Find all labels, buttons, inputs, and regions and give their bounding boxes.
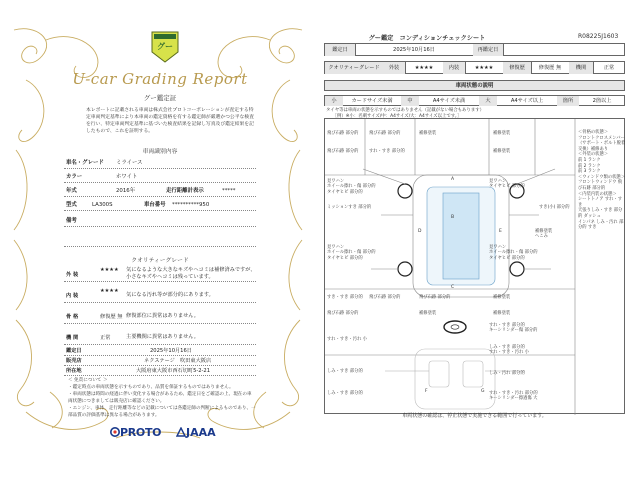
sheet-title: グー鑑定 コンディションチェックシート xyxy=(368,35,486,42)
size-note: タイヤ等は車両の状態を示すものではありません（記載がない場合もあります） ［例）※小：名刺サイズ/中：A4サイズ/大：A4サイズ以上です。］ xyxy=(326,108,484,119)
exterior-value: ★★★★ xyxy=(414,65,434,71)
quality-desc: 主要機関に異常はありません。 xyxy=(126,334,199,340)
inspect-date-label: 鑑定日 xyxy=(325,44,355,56)
address-value: 大阪府東大阪市西石切町5-2-21 xyxy=(136,368,211,374)
certificate-subtitle: グー鑑定証 xyxy=(143,94,177,102)
damage-note: 補修塗装 xyxy=(419,131,437,136)
damage-note: しみ・すき 部分的 すれ・すき・汚れ 小 xyxy=(489,345,530,356)
jaaa-logo xyxy=(176,426,216,439)
quality-row-engine xyxy=(64,328,256,345)
panel-code: G xyxy=(481,389,485,394)
proto-mark-icon xyxy=(110,427,120,437)
damage-note: しみ・すき 部分的 xyxy=(327,369,363,374)
size-medium-label: 中 xyxy=(401,96,419,106)
vehicle-year-row xyxy=(64,186,256,197)
remarks-blank-line xyxy=(64,236,256,247)
vehicle-name-row xyxy=(64,158,256,169)
exterior-label: 外装 xyxy=(383,62,405,74)
vehicle-model-row xyxy=(64,200,256,211)
panel-code: C xyxy=(451,285,455,290)
disclaimer-line: ・エンジン、車体、走行距離等などの記載については各鑑定師の判断によるものであり、一部品質の評価基準は異なる場合があります。 xyxy=(68,405,256,418)
quality-row-interior xyxy=(64,286,256,303)
repair-label: 修復歴 xyxy=(503,62,531,74)
mileage-value: ***** xyxy=(222,188,236,194)
quality-label: 内 装 xyxy=(66,293,79,299)
chassis-value: **********950 xyxy=(172,202,210,208)
damage-size-legend xyxy=(324,95,625,106)
date-row xyxy=(324,43,625,56)
damage-note: 見ワハン タイヤヒビ 部分的 xyxy=(489,179,525,190)
dealer-value: ネクステージ 吹田東大阪店 xyxy=(144,358,212,364)
vehicle-name-label: 車名・グレード xyxy=(66,160,104,166)
engine-value: 正常 xyxy=(603,65,615,71)
quality-label: 骨 格 xyxy=(66,314,79,320)
grade-row xyxy=(324,61,625,74)
damage-note: しみ・すき 部分的 xyxy=(327,391,363,396)
damage-note: 飛び石跡 部分的 xyxy=(327,149,359,154)
damage-note: 補修塗装 xyxy=(493,311,511,316)
quality-stars: 正常 xyxy=(100,335,111,341)
grade-label: クオリティーグレード xyxy=(325,62,383,74)
damage-note: 見ワハン ホイール擦れ・傷 部分的 タイヤヒビ 部分的 xyxy=(489,245,538,261)
chassis-label: 車台番号 xyxy=(144,202,166,208)
damage-note: しみ・汚れ 部分的 xyxy=(489,371,525,376)
damage-note: 見ワハン ホイール擦れ・傷 部分的 タイヤヒビ 部分的 xyxy=(327,245,376,261)
repair-value: 修復歴 無 xyxy=(538,65,562,71)
vehicle-model-label: 型式 xyxy=(66,202,77,208)
panel-code: E xyxy=(499,229,502,234)
vehicle-year-label: 年式 xyxy=(66,188,77,194)
reinspect-label: 再鑑定日 xyxy=(473,44,503,56)
damage-note: 補修塗装 xyxy=(493,149,511,154)
address-row xyxy=(64,367,256,376)
damage-note: すれ・すき・汚れ 小 xyxy=(327,337,368,342)
proto-logo xyxy=(110,426,161,439)
vehicle-model-value: LA300S xyxy=(92,202,113,208)
vehicle-remarks-row xyxy=(64,216,256,227)
logo-bar xyxy=(110,426,230,444)
damage-note: すれ・すき 部分的 xyxy=(369,149,405,154)
proto-logo-text: PROTO xyxy=(120,426,162,439)
quality-section-title: クオリティーグレード xyxy=(131,258,189,264)
damage-note: 見ワハン ホイール擦れ・傷 部分的 タイヤヒビ 部分的 xyxy=(327,179,376,195)
svg-text:グー: グー xyxy=(157,42,173,51)
quality-desc: 気になる汚れ等が部分的にあります。 xyxy=(126,292,214,298)
quality-stars: ★★★★ xyxy=(100,288,119,294)
inspection-date-label: 鑑定日 xyxy=(66,348,82,354)
panel-code: D xyxy=(418,229,422,234)
remarks-label: 備考 xyxy=(66,218,77,224)
address-label: 所在地 xyxy=(66,368,82,374)
disclaimer-line: ・鑑定時点の車両状態を示すものであり、品質を保証するものではありません。 xyxy=(68,384,234,390)
sheet-id: R08225J1603 xyxy=(578,33,619,40)
report-title: U-car Grading Report xyxy=(72,70,248,88)
vehicle-color-label: カラー xyxy=(66,174,83,180)
quality-row-frame xyxy=(64,307,256,324)
damage-note: 飛び石跡 部分的 xyxy=(369,131,401,136)
damage-note: すれ・すき 部分的 キーシリンダー傷 部分的 xyxy=(489,323,538,334)
size-count-label: 箇所 xyxy=(557,96,579,106)
mileage-label: 走行距離計表示 xyxy=(166,188,204,194)
panel-code: B xyxy=(451,215,455,220)
size-medium-desc: A4サイズ未満 xyxy=(432,98,466,104)
damage-note: 飛び石跡 部分的 xyxy=(369,295,401,300)
quality-desc: 気になるような大きなキズやヘコミは補修済みですが、小さなキズやヘコミは残っています。 xyxy=(126,267,256,280)
size-small-desc: カードサイズ未満 xyxy=(351,98,393,104)
vehicle-name-value: ミライース xyxy=(116,160,143,166)
sheet-footer: 車両状態の確認は、停止状態で実施できる範囲で行っています。 xyxy=(402,413,547,419)
panel-code: A xyxy=(451,177,455,182)
vehicle-color-row xyxy=(64,172,256,183)
inspection-date-row xyxy=(64,347,256,356)
vehicle-color-value: ホワイト xyxy=(116,174,138,180)
quality-stars: ★★★★ xyxy=(100,267,119,273)
damage-note: 飛び石跡 部分的 xyxy=(419,295,451,300)
quality-desc: 修復部位に異常はありません。 xyxy=(126,313,199,319)
damage-note: すき・すき 部分的 xyxy=(327,295,363,300)
damage-note: 補修塗装 へこみ xyxy=(535,229,553,240)
disclaimer-line: ・車両状態は時間の経過に伴い変化する場合があるため、鑑定日をご確認の上、現在の車両状態につきましては販売店に確認ください。 xyxy=(68,391,252,404)
damage-note: 補修塗装 xyxy=(493,295,511,300)
state-title: 車両状態の説明 xyxy=(324,80,625,91)
disclaimer-notes xyxy=(68,378,256,419)
damage-note: 補修塗装 xyxy=(419,311,437,316)
dealer-label: 販売店 xyxy=(66,358,82,364)
jaaa-logo-text: JAAA xyxy=(186,426,216,439)
interior-value: ★★★★ xyxy=(474,65,494,71)
certificate-intro: 本レポートに記載される車両は株式会社プロトコーポレーションが査定する特定車両判定基準により本車両の鑑定資格を有する鑑定師が厳選かつ公平な検査を行い、特定車両判定基準に基づいた検査結果を記録し写真及び鑑定結果を記したもので、これを証明する。 xyxy=(86,108,254,135)
dealer-row xyxy=(64,357,256,366)
damage-note: ミッションすき 部分的 xyxy=(327,205,372,210)
goo-certified-badge-icon xyxy=(150,28,180,64)
quality-stars: 修復歴 無 xyxy=(100,314,123,320)
damage-note: 補修塗装 xyxy=(493,131,511,136)
vehicle-section-title: 車両識別内容 xyxy=(142,149,178,155)
size-small-label: 小 xyxy=(325,96,343,106)
quality-label: 機 関 xyxy=(66,335,79,341)
inspect-date-value: 2025年10月16日 xyxy=(393,47,435,53)
interior-label: 内装 xyxy=(443,62,465,74)
quality-label: 外 装 xyxy=(66,272,79,278)
panel-code: F xyxy=(425,389,428,394)
damage-note: すき(小) 部分的 xyxy=(539,205,570,210)
inspection-date-value: 2025年10月16日 xyxy=(150,348,192,354)
engine-label: 機関 xyxy=(569,62,593,74)
damage-note: 飛び石跡 部分的 xyxy=(327,131,359,136)
damage-note: すれ・すき・汚れ 部分的 キーシリンダー擦過傷 大 xyxy=(489,391,538,402)
size-count-desc: 2箇以上 xyxy=(592,98,612,104)
condition-legend: ＜骨格の状態＞ フロントクロスメンバー（サポート・ボルト脱着 交換）補修あり ＜外装の状態＞ 前 1 ランク 前 2 ランク 前 3 ランク ＜ウィンドウ類の状態＞ フロントウィンドウ 飛び石跡 部分的 ＜内装内装の状態＞ シートトノア すれ・すき 天張りしみ・すき 部分的 ダッシュ インパネ しみ・汚れ 部分的 すき xyxy=(578,130,626,231)
size-large-desc: A4サイズ以上 xyxy=(510,98,544,104)
damage-note: 飛び石跡 部分的 xyxy=(327,311,359,316)
quality-row-exterior xyxy=(64,265,256,282)
disclaimer-title: ＜ 免責について ＞ xyxy=(68,378,108,383)
jaaa-mark-icon xyxy=(176,427,186,437)
vehicle-year-value: 2016年 xyxy=(116,188,136,194)
size-large-label: 大 xyxy=(479,96,497,106)
